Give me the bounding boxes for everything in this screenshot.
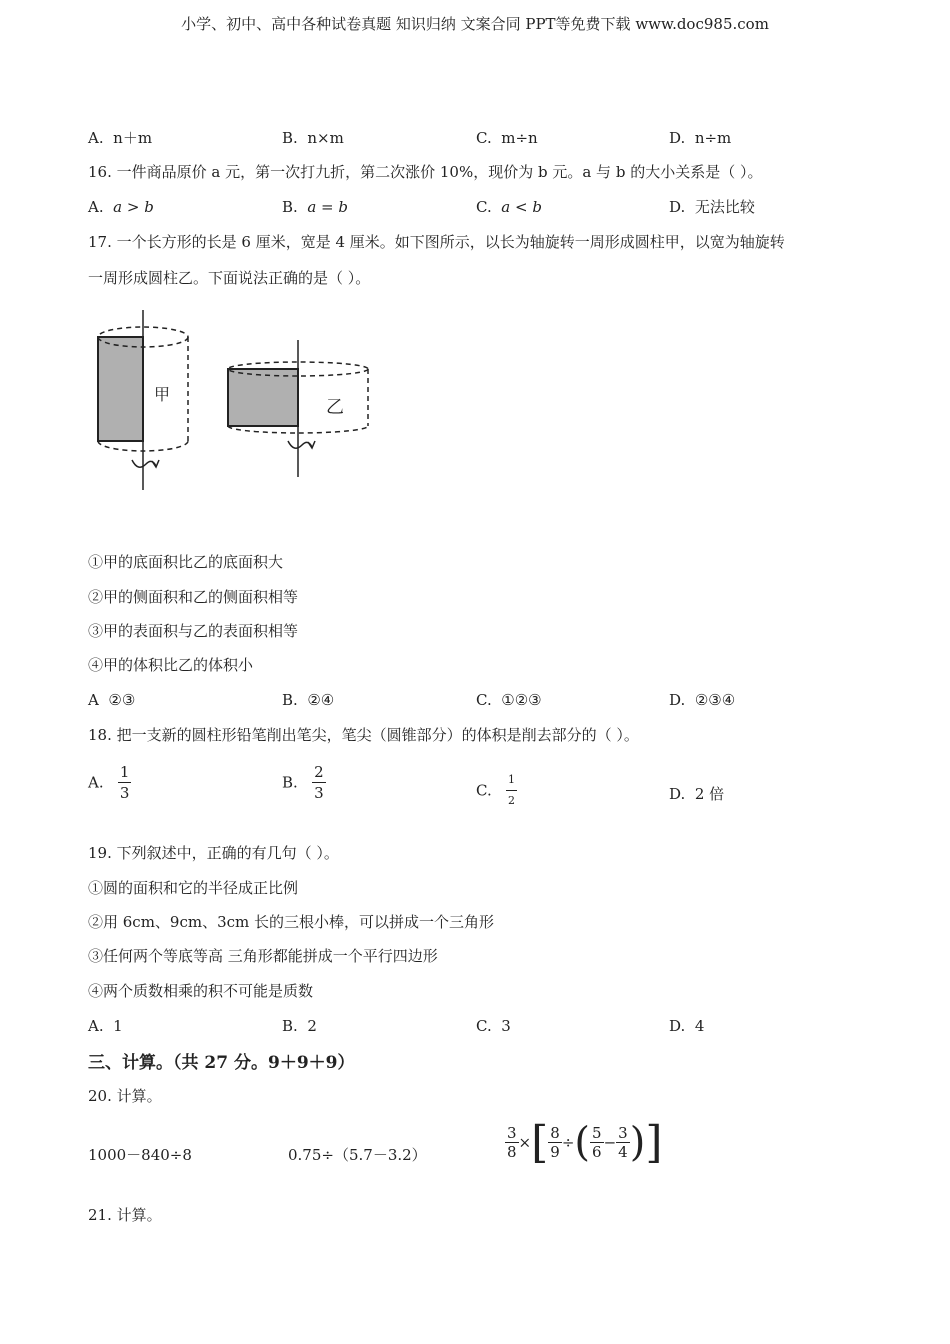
label-yi: 乙 xyxy=(326,397,344,417)
q16-option-a: A. a > b xyxy=(88,198,154,216)
q16-stem: 16. 一件商品原价 a 元，第一次打九折，第二次涨价 10%，现价为 b 元。a 与 b 的大小关系是（ ）。 xyxy=(88,163,763,181)
q20-expression-2: 0.75÷（5.7－3.2） xyxy=(288,1146,427,1164)
q20-stem: 20. 计算。 xyxy=(88,1087,162,1105)
q19-stem: 19. 下列叙述中，正确的有几句（ ）。 xyxy=(88,844,339,862)
q19-statement-3: ③任何两个等底等高 三角形都能拼成一个平行四边形 xyxy=(88,947,438,965)
q18-option-a: A. $\frac{1}{3}$ xyxy=(88,763,130,802)
q17-statement-2: ②甲的侧面积和乙的侧面积相等 xyxy=(88,588,299,606)
cylinder-rotation-figure xyxy=(88,305,388,495)
section-title: 三、计算。（共 27 分。9＋9＋9） xyxy=(88,1053,355,1073)
q16-option-d: D. 无法比较 xyxy=(669,198,755,216)
q19-option-a: A. 1 xyxy=(88,1017,123,1035)
q21-stem: 21. 计算。 xyxy=(88,1206,162,1224)
q20-expression-1: 1000－840÷8 xyxy=(88,1146,192,1164)
q20-expression-3: $\frac{3}{8}$ ×[ $\frac{8}{9}$ ÷( $\frac{5}{6}$ − $\frac{3}{4}$ )] xyxy=(507,1117,663,1168)
q17-statement-4: ④甲的体积比乙的体积小 xyxy=(88,656,254,674)
q18-option-c: C. $\frac{1}{2}$ xyxy=(476,770,517,811)
q19-statement-4: ④两个质数相乘的积不可能是质数 xyxy=(88,982,314,1000)
q17-stem-line1: 17. 一个长方形的长是 6 厘米，宽是 4 厘米。如下图所示，以长为轴旋转一周形成圆柱甲，以宽为轴旋转 xyxy=(88,233,785,251)
q19-option-b: B. 2 xyxy=(282,1017,317,1035)
q17-stem-line2: 一周形成圆柱乙。下面说法正确的是（ ）。 xyxy=(88,269,371,287)
cylinder-yi xyxy=(228,340,368,477)
q19-statement-2: ②用 6cm、9cm、3cm 长的三根小棒，可以拼成一个三角形 xyxy=(88,913,495,931)
q15-option-a: A. n＋m xyxy=(88,129,153,147)
label-jia: 甲 xyxy=(154,387,171,404)
q19-statement-1: ①圆的面积和它的半径成正比例 xyxy=(88,879,299,897)
page-header: 小学、初中、高中各种试卷真题 知识归纳 文案合同 PPT等免费下载 www.doc985.com xyxy=(181,15,769,33)
cylinder-jia xyxy=(98,310,188,490)
q16-option-b: B. a = b xyxy=(282,198,348,216)
q18-stem: 18. 把一支新的圆柱形铅笔削出笔尖，笔尖（圆锥部分）的体积是削去部分的（ ）。 xyxy=(88,726,639,744)
q18-option-d: D. 2 倍 xyxy=(669,785,725,803)
q15-option-b: B. n×m xyxy=(282,129,344,147)
q17-statement-3: ③甲的表面积与乙的表面积相等 xyxy=(88,622,299,640)
q19-option-d: D. 4 xyxy=(669,1017,705,1035)
q17-option-c: C. ①②③ xyxy=(476,691,542,709)
q17-option-a: A ②③ xyxy=(88,691,136,709)
q18-option-b: B. $\frac{2}{3}$ xyxy=(282,763,324,802)
q16-option-c: C. a < b xyxy=(476,198,542,216)
q19-option-c: C. 3 xyxy=(476,1017,511,1035)
q15-option-c: C. m÷n xyxy=(476,129,538,147)
q17-option-b: B. ②④ xyxy=(282,691,335,709)
q17-option-d: D. ②③④ xyxy=(669,691,736,709)
q17-statement-1: ①甲的底面积比乙的底面积大 xyxy=(88,553,284,571)
q15-option-d: D. n÷m xyxy=(669,129,732,147)
